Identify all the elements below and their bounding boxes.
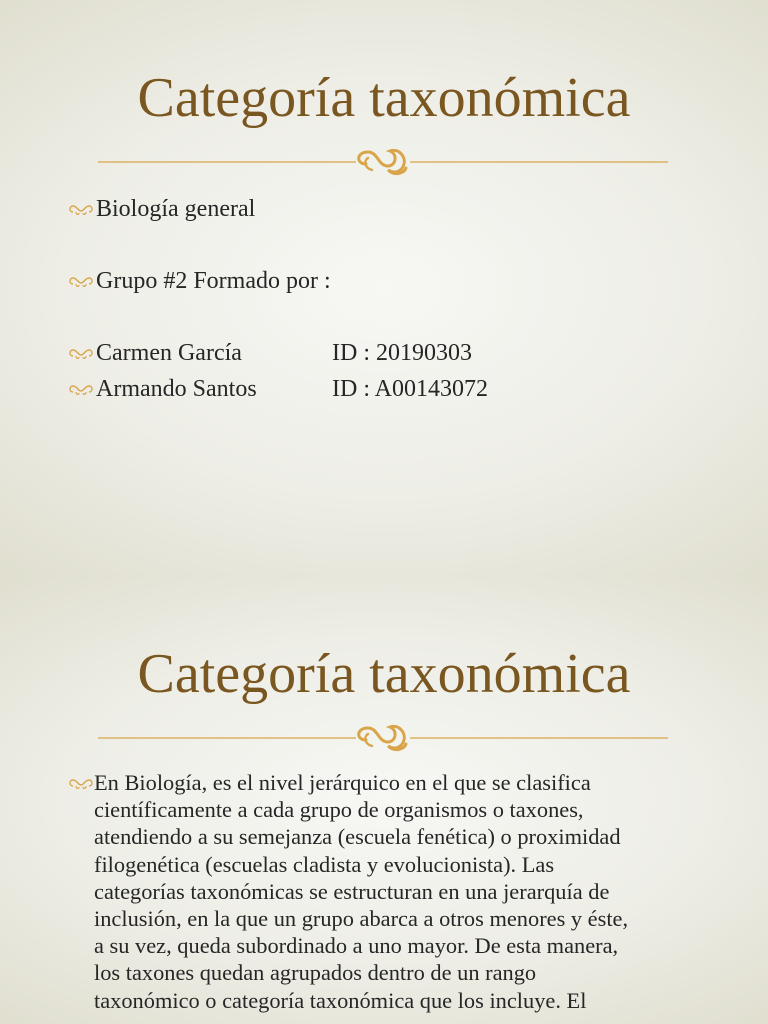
member-id: ID : A00143072: [332, 376, 488, 402]
member-name: Carmen García: [96, 340, 242, 366]
scroll-ornament-icon: [68, 272, 94, 290]
scroll-ornament-icon: [68, 200, 94, 218]
slide-2-title: Categoría taxonómica: [137, 643, 631, 705]
paragraph-line: a su vez, queda subordinado a uno mayor. De esta manera,: [94, 933, 619, 959]
bullet-member: [68, 335, 708, 371]
group-label: Grupo #2 Formado por :: [96, 268, 331, 294]
bullet-course: [68, 191, 708, 227]
paragraph-line: científicamente a cada grupo de organismos o taxones,: [94, 797, 584, 823]
member-name: Armando Santos: [96, 376, 257, 402]
bullet-member: [68, 371, 708, 407]
flourish-divider-icon: [98, 142, 668, 182]
slide-1-title: Categoría taxonómica: [137, 67, 631, 129]
slide-2: [0, 576, 768, 1024]
paragraph-line: En Biología, es el nivel jerárquico en el que se clasifica: [94, 770, 591, 795]
scroll-ornament-icon: [68, 380, 94, 398]
paragraph-line: filogenética (escuelas cladista y evolucionista). Las: [94, 851, 555, 877]
paragraph-line: taxonómico o categoría taxonómica que los incluye. El: [94, 987, 587, 1013]
paragraph-line: categorías taxonómicas se estructuran en una jerarquía de: [94, 878, 610, 904]
bullet-group: [68, 263, 708, 299]
paragraph-line: inclusión, en la que un grupo abarca a otros menores y éste,: [94, 906, 629, 932]
member-id: ID : 20190303: [332, 340, 472, 366]
flourish-divider-icon: [98, 718, 668, 758]
paragraph-line: atendiendo a su semejanza (escuela fenética) o proximidad: [94, 824, 621, 850]
course-label: Biología general: [96, 196, 256, 222]
scroll-ornament-icon: [68, 774, 94, 792]
slide-1-bullet-list: [68, 191, 708, 407]
paragraph-line: los taxones quedan agrupados dentro de un rango: [94, 960, 537, 986]
definition-paragraph: [68, 769, 744, 1014]
scroll-ornament-icon: [68, 344, 94, 362]
